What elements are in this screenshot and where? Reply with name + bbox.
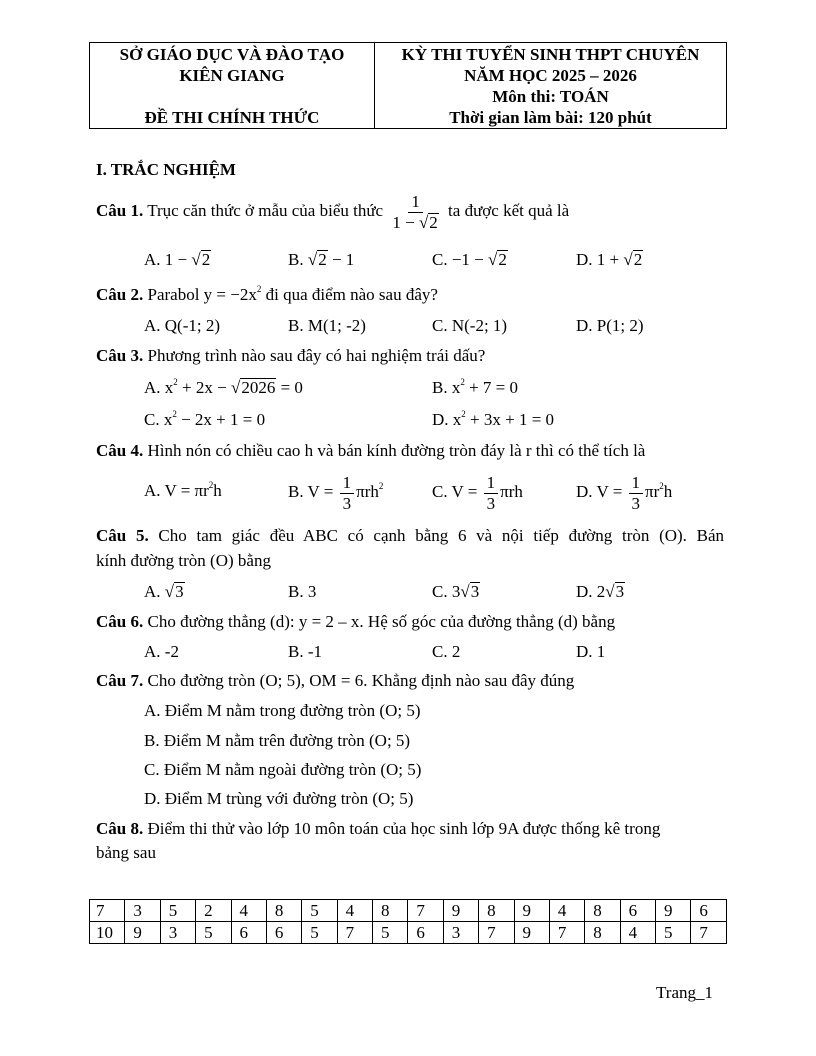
q3-option-d[interactable]: D. $x^2 + 3x + 1 = 0$ (432, 409, 555, 429)
question-8-line-1 (96, 819, 660, 839)
q1-option-b[interactable]: B. √2 − 1 (288, 250, 355, 269)
question-7-text: Cho đường tròn (O; 5), OM = 6. Khẳng định nào sau đây đúng (147, 671, 575, 690)
table-cell: 8 (266, 900, 301, 922)
header-left (90, 43, 375, 129)
table-cell: 5 (302, 900, 337, 922)
table-cell: 3 (125, 900, 160, 922)
question-5-line-2: kính đường tròn (O) bằng (96, 551, 271, 570)
question-1-frac-den-pre: 1 − (392, 212, 419, 232)
question-6-label: Câu 6. (96, 612, 144, 631)
section-title: I. TRẮC NGHIỆM (96, 160, 236, 179)
q6-option-c[interactable]: C. 2 (432, 642, 461, 661)
table-cell: 3 (443, 922, 478, 944)
question-6 (96, 612, 615, 632)
table-cell: 4 (620, 922, 655, 944)
table-cell: 5 (196, 922, 231, 944)
table-cell: 6 (231, 922, 266, 944)
question-7 (96, 671, 574, 691)
q5-option-a[interactable]: A. √3 (144, 582, 184, 601)
question-2 (96, 285, 438, 305)
question-8-line-2: bảng sau (96, 843, 156, 862)
header-subject: Môn thi: TOÁN (492, 87, 609, 106)
table-cell: 4 (231, 900, 266, 922)
table-cell: 2 (196, 900, 231, 922)
q1-option-d[interactable]: D. 1 + √2 (576, 250, 643, 269)
question-1-fraction: $\frac{1}{1 - √2}$ (392, 191, 438, 232)
table-cell: 6 (266, 922, 301, 944)
q2-option-c[interactable]: C. N(-2; 1) (432, 316, 508, 335)
table-cell: 5 (373, 922, 408, 944)
header-school-year: NĂM HỌC 2025 – 2026 (464, 66, 637, 85)
question-2-text-before: Parabol (147, 285, 200, 304)
table-cell: 7 (90, 900, 125, 922)
question-3-label: Câu 3. (96, 346, 144, 365)
table-cell: 7 (549, 922, 584, 944)
header-right (375, 43, 727, 129)
question-2-math: $y = -2x^2$ (203, 284, 262, 304)
question-1-text-after: ta được kết quả là (448, 201, 570, 220)
table-cell: 7 (337, 922, 372, 944)
q5-option-d[interactable]: D. 2√3 (576, 582, 625, 601)
table-cell: 9 (125, 922, 160, 944)
header-province: KIÊN GIANG (179, 66, 285, 85)
question-4-label: Câu 4. (96, 441, 144, 460)
q4-option-c[interactable]: C. V = $\frac{1}{3}$ πrh (432, 472, 523, 513)
q7-option-b[interactable]: B. Điểm M nằm trên đường tròn (O; 5) (144, 731, 411, 750)
q3-option-b[interactable]: B. $x^2 + 7 = 0$ (432, 377, 519, 397)
q4-option-b[interactable]: B. V = $\frac{1}{3}$ πrh$^2$ (288, 472, 384, 513)
table-cell: 8 (585, 900, 620, 922)
q6-option-a[interactable]: A. -2 (144, 642, 179, 661)
q3-option-a[interactable]: A. $x^2 + 2x - √2026 = 0$ (144, 377, 303, 397)
question-1-text-before: Trục căn thức ở mẫu của biểu thức (147, 201, 384, 220)
header-department: SỞ GIÁO DỤC VÀ ĐÀO TẠO (119, 45, 345, 64)
q5-option-b[interactable]: B. 3 (288, 582, 317, 601)
table-cell: 5 (302, 922, 337, 944)
q2-option-d[interactable]: D. P(1; 2) (576, 316, 644, 335)
table-row (90, 900, 727, 922)
page-number: Trang_1 (656, 983, 713, 1002)
question-2-label: Câu 2. (96, 285, 144, 304)
table-cell: 7 (691, 922, 727, 944)
q1-option-c[interactable]: C. −1 − √2 (432, 250, 507, 269)
table-cell: 6 (691, 900, 727, 922)
question-1-frac-numerator: 1 (408, 192, 423, 213)
table-cell: 9 (514, 900, 549, 922)
q3-option-c[interactable]: C. $x^2 - 2x + 1 = 0$ (144, 409, 266, 429)
table-cell: 9 (443, 900, 478, 922)
question-3-text: Phương trình nào sau đây có hai nghiệm trái dấu? (147, 346, 486, 365)
table-cell: 5 (160, 900, 195, 922)
q7-option-c[interactable]: C. Điểm M nằm ngoài đường tròn (O; 5) (144, 760, 422, 779)
table-cell: 6 (620, 900, 655, 922)
q1-option-a[interactable]: A. 1 − √2 (144, 250, 211, 269)
table-cell: 9 (514, 922, 549, 944)
q2-option-b[interactable]: B. M(1; -2) (288, 316, 366, 335)
question-5-line-1 (96, 526, 724, 546)
question-7-label: Câu 7. (96, 671, 144, 690)
question-5-label: Câu 5. (96, 526, 149, 545)
header-duration: Thời gian làm bài: 120 phút (449, 108, 652, 127)
question-6-text: Cho đường thẳng (d): y = 2 – x. Hệ số góc của đường thẳng (d) bằng (147, 612, 616, 631)
q7-option-a[interactable]: A. Điểm M nằm trong đường tròn (O; 5) (144, 701, 421, 720)
table-cell: 5 (656, 922, 691, 944)
question-4 (96, 441, 645, 461)
table-cell: 7 (479, 922, 514, 944)
q4-option-a[interactable]: A. $V = \pi r^2h$ (144, 480, 222, 500)
table-cell: 7 (408, 900, 443, 922)
header-exam-name: KỲ THI TUYỂN SINH THPT CHUYÊN (401, 45, 700, 64)
question-8-text-1: Điểm thi thử vào lớp 10 môn toán của học sinh lớp 9A được thống kê trong (147, 819, 661, 838)
question-4-text: Hình nón có chiều cao h và bán kính đường tròn đáy là r thì có thể tích là (147, 441, 646, 460)
header-official-label: ĐỀ THI CHÍNH THỨC (144, 108, 320, 127)
question-3 (96, 346, 485, 366)
table-cell: 3 (160, 922, 195, 944)
table-cell: 8 (373, 900, 408, 922)
q6-option-d[interactable]: D. 1 (576, 642, 606, 661)
q2-option-a[interactable]: A. Q(-1; 2) (144, 316, 221, 335)
table-row (90, 922, 727, 944)
table-cell: 6 (408, 922, 443, 944)
table-cell: 4 (337, 900, 372, 922)
question-1-frac-den-radicand: 2 (429, 212, 438, 232)
question-1-label: Câu 1. (96, 201, 144, 220)
question-5-text-1: Cho tam giác đều ABC có cạnh bằng 6 và nội tiếp đường tròn (O). Bán (158, 526, 725, 545)
q7-option-d[interactable]: D. Điểm M trùng với đường tròn (O; 5) (144, 789, 414, 808)
table-cell: 8 (585, 922, 620, 944)
question-2-text-after: đi qua điểm nào sau đây? (265, 285, 438, 304)
q4-option-d[interactable]: D. V = $\frac{1}{3}$ $\pi r^2h$ (576, 472, 673, 513)
question-1 (96, 189, 569, 233)
table-cell: 9 (656, 900, 691, 922)
table-cell: 8 (479, 900, 514, 922)
q6-option-b[interactable]: B. -1 (288, 642, 322, 661)
table-cell: 10 (90, 922, 125, 944)
question-8-label: Câu 8. (96, 819, 144, 838)
exam-header (89, 42, 727, 129)
q5-option-c[interactable]: C. 3√3 (432, 582, 480, 601)
table-cell: 4 (549, 900, 584, 922)
score-table (89, 899, 727, 944)
